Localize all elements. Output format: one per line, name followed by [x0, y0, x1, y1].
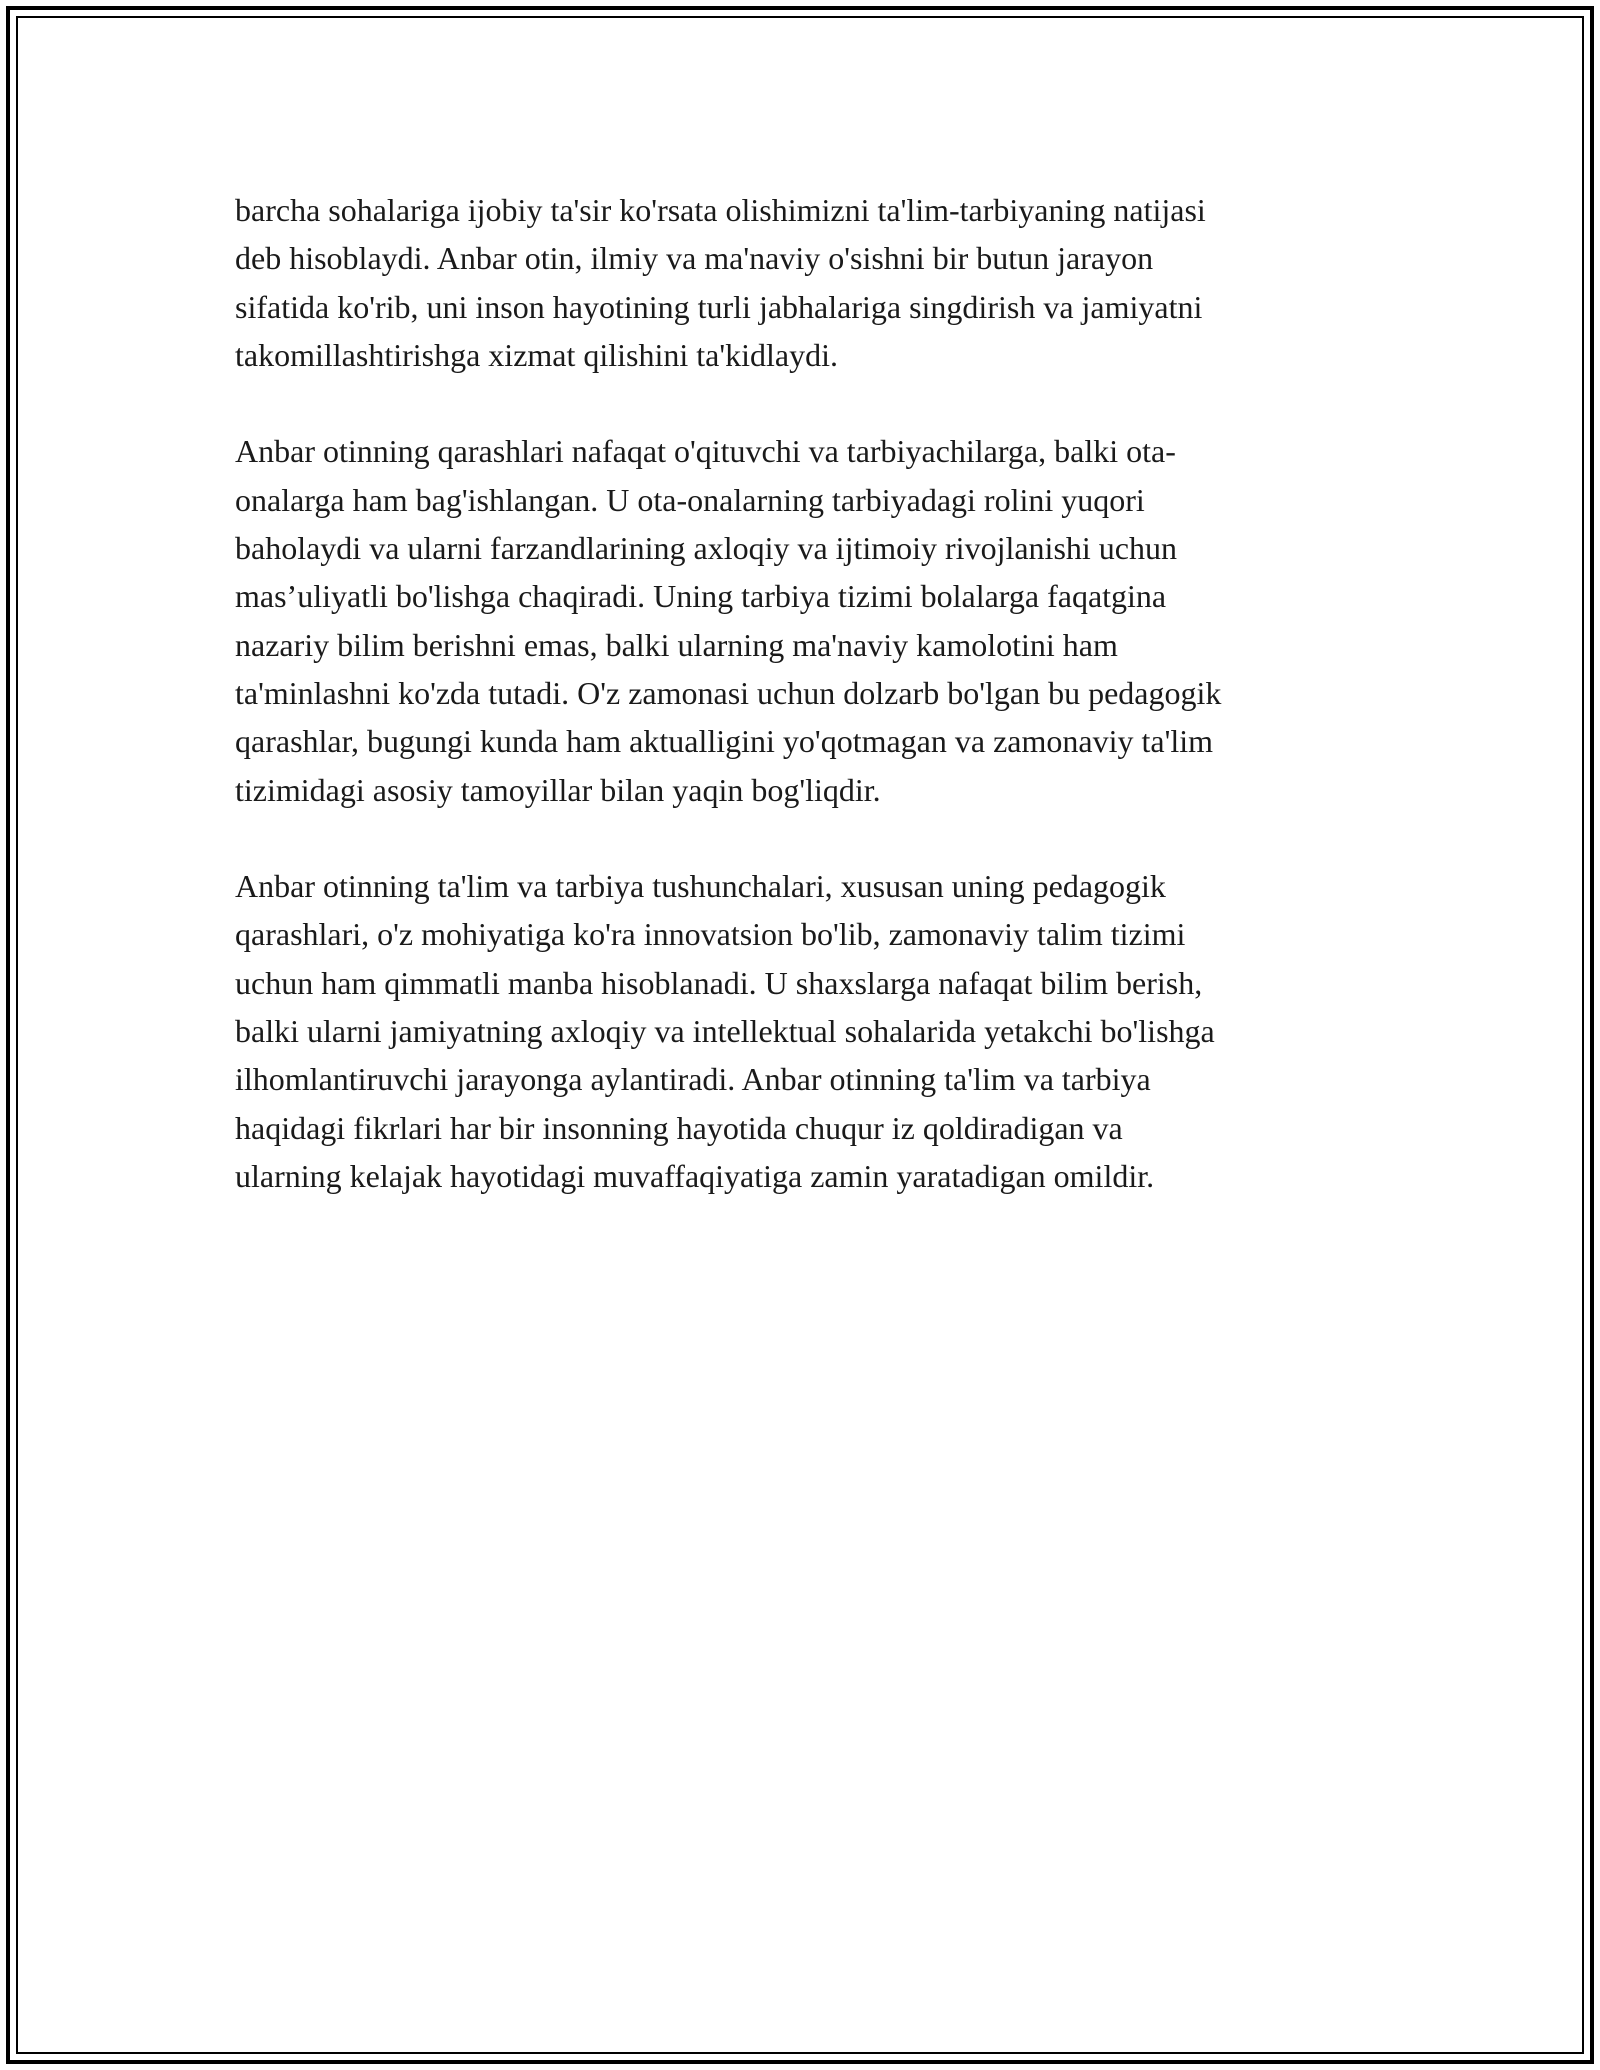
text-line: qarashlari, o'z mohiyatiga ko'ra innovatsion bo'lib, zamonaviy talim tizimi — [235, 916, 1186, 953]
text-line: ta'minlashni ko'zda tutadi. O'z zamonasi uchun dolzarb bo'lgan bu pedagogik — [235, 674, 1222, 711]
paragraph — [235, 427, 1365, 813]
text-line: mas’uliyatli bo'lishga chaqiradi. Uning tarbiya tizimi bolalarga faqatgina — [235, 578, 1167, 615]
text-line: deb hisoblaydi. Anbar otin, ilmiy va ma'naviy o'sishni bir butun jarayon — [235, 240, 1154, 277]
text-line: tizimidagi asosiy tamoyillar bilan yaqin bog'liqdir. — [235, 771, 881, 808]
text-line: uchun ham qimmatli manba hisoblanadi. U shaxslarga nafaqat bilim berish, — [235, 964, 1203, 1001]
text-line: ilhomlantiruvchi jarayonga aylantiradi. Anbar otinning ta'lim va tarbiya — [235, 1061, 1151, 1098]
text-line: sifatida ko'rib, uni inson hayotining turli jabhalariga singdirish va jamiyatni — [235, 288, 1203, 325]
text-line: takomillashtirishga xizmat qilishini ta'kidlaydi. — [235, 336, 839, 373]
text-line: baholaydi va ularni farzandlarining axloqiy va ijtimoiy rivojlanishi uchun — [235, 530, 1177, 567]
text-line: qarashlar, bugungi kunda ham aktualligini yo'qotmagan va zamonaviy ta'lim — [235, 723, 1213, 760]
document-body — [235, 186, 1365, 1249]
text-line: onalarga ham bag'ishlangan. U ota-onalarning tarbiyadagi rolini yuqori — [235, 481, 1145, 518]
paragraph — [235, 862, 1365, 1200]
text-line: Anbar otinning qarashlari nafaqat o'qituvchi va tarbiyachilarga, balki ota- — [235, 433, 1176, 470]
text-line: ularning kelajak hayotidagi muvaffaqiyatiga zamin yaratadigan omildir. — [235, 1157, 1155, 1194]
text-line: barcha sohalariga ijobiy ta'sir ko'rsata olishimizni ta'lim-tarbiyaning natijasi — [235, 192, 1206, 228]
text-line: balki ularni jamiyatning axloqiy va intellektual sohalarida yetakchi bo'lishga — [235, 1013, 1215, 1050]
text-line: Anbar otinning ta'lim va tarbiya tushunchalari, xususan uning pedagogik — [235, 868, 1166, 905]
paragraph — [235, 186, 1365, 379]
text-line: nazariy bilim berishni emas, balki ularning ma'naviy kamolotini ham — [235, 626, 1118, 663]
text-line: haqidagi fikrlari har bir insonning hayotida chuqur iz qoldiradigan va — [235, 1109, 1123, 1146]
